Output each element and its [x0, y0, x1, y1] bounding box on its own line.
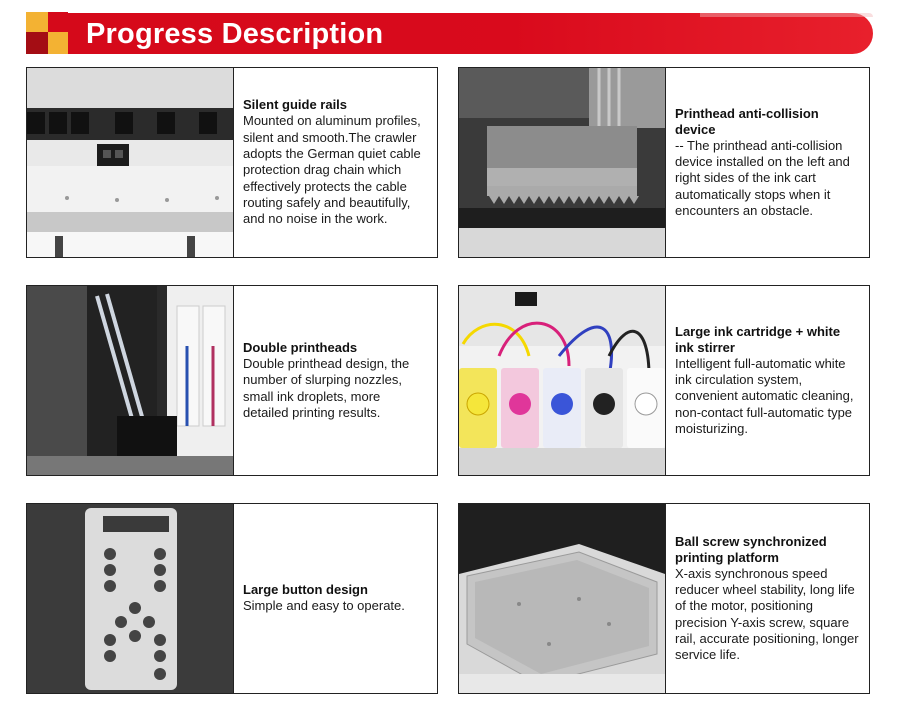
feature-card-ball-screw-platform [458, 503, 870, 694]
feature-card-anti-collision [458, 67, 870, 258]
guide-rail-photo [27, 68, 234, 257]
card-title: Silent guide rails [243, 97, 348, 113]
logo-square-red [48, 12, 68, 32]
platform-photo [459, 504, 666, 693]
logo-square-yellow [26, 12, 48, 32]
section-header [0, 0, 916, 60]
card-body: Intelligent full-automatic white ink circulation system, convenient automatic cleaning, non-contact full-automatic type moisturizing. [675, 355, 854, 436]
card-body: Mounted on aluminum profiles, silent and smooth.The crawler adopts the German quiet cable protection drag chain which effectively protects the cable routing safely and beautifully, and no noise in the work. [243, 113, 421, 227]
logo-square-yellow-2 [48, 32, 68, 54]
card-title: Double printheads [243, 339, 358, 355]
control-panel-photo [27, 504, 234, 693]
banner-highlight [700, 13, 873, 17]
card-title: Large button design [243, 582, 368, 598]
card-body: X-axis synchronous speed reducer wheel stability, long life of the motor, positioning precision Y-axis screw, square rail, accurate positioning, longer service life. [675, 565, 859, 663]
ink-cartridge-photo [459, 286, 666, 475]
card-title: Printhead anti-collision device [675, 105, 819, 137]
feature-card-large-buttons [26, 503, 438, 694]
card-body: -- The printhead anti-collision device installed on the left and right sides of the ink cart automatically stops when it encounters an obstacle. [675, 137, 850, 218]
feature-card-double-printheads [26, 285, 438, 476]
logo-square-darkred [26, 32, 48, 54]
card-title: Ball screw synchronized printing platform [675, 533, 827, 565]
card-body: Double printhead design, the number of slurping nozzles, small ink droplets, more detailed printing results. [243, 355, 410, 420]
printheads-photo [27, 286, 234, 475]
anti-collision-photo [459, 68, 666, 257]
card-title: Large ink cartridge + white ink stirrer [675, 323, 841, 355]
feature-card-guide-rails [26, 67, 438, 258]
page-title: Progress Description [86, 18, 384, 50]
feature-card-ink-cartridge [458, 285, 870, 476]
card-body: Simple and easy to operate. [243, 598, 405, 614]
